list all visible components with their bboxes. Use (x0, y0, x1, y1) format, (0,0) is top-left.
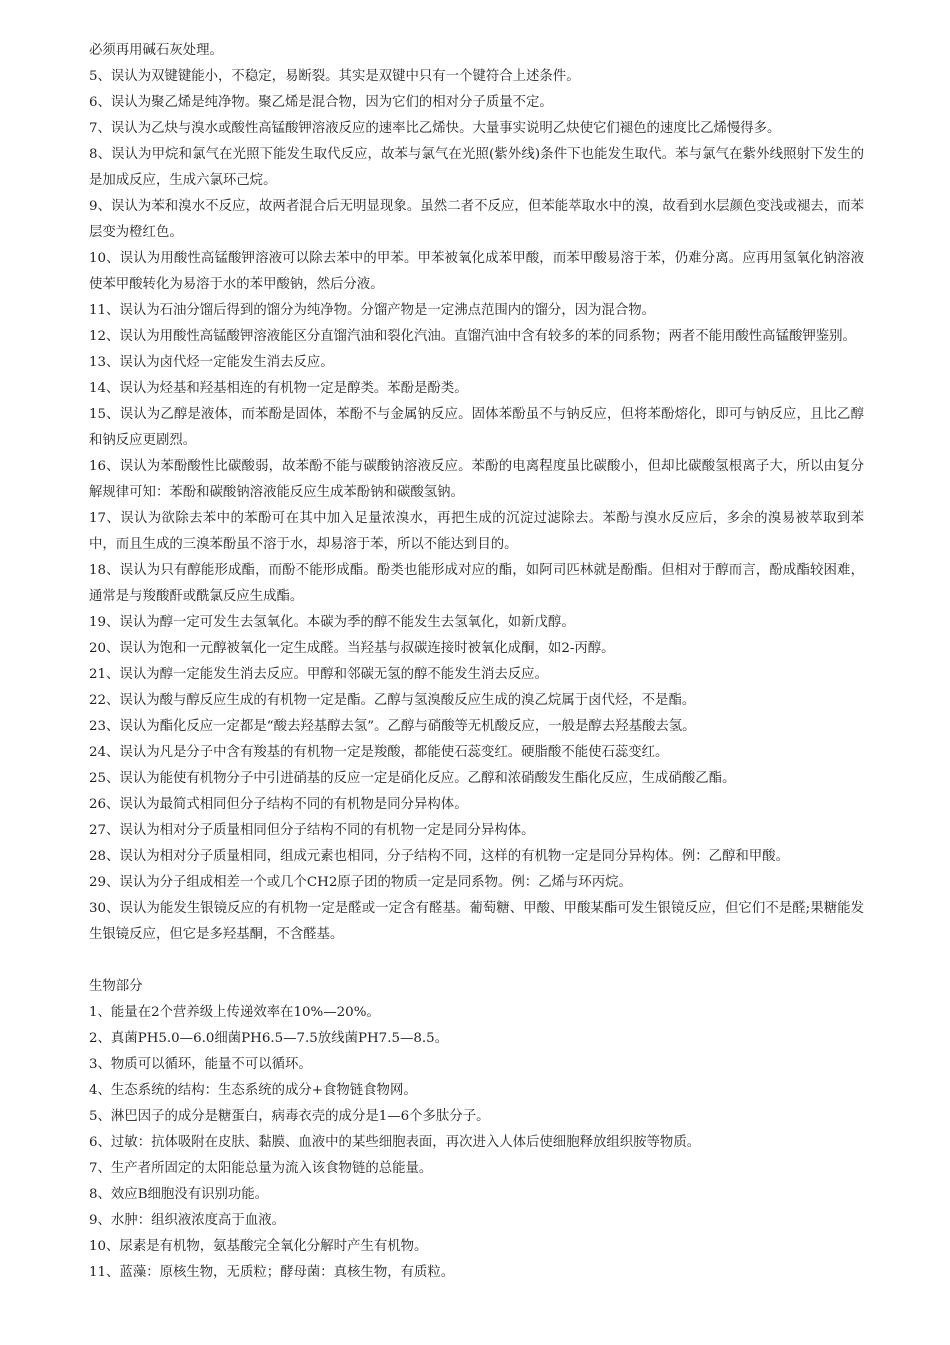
bio-item-11: 11、蓝藻：原核生物，无质粒；酵母菌：真核生物，有质粒。 (89, 1265, 455, 1280)
document-page (89, 38, 864, 1286)
bio-item-10: 10、尿素是有机物，氨基酸完全氧化分解时产生有机物。 (89, 1239, 428, 1254)
bio-item-8: 8、效应B细胞没有识别功能。 (89, 1187, 269, 1202)
biology-section-title: 生物部分 (89, 979, 143, 994)
chem-item-25: 25、误认为能使有机物分子中引进硝基的反应一定是硝化反应。乙醇和浓硝酸发生酯化反应，生成硝酸乙酯。 (89, 771, 736, 786)
chem-item-7: 7、误认为乙炔与溴水或酸性高锰酸钾溶液反应的速率比乙烯快。大量事实说明乙炔使它们褪色的速度比乙烯慢得多。 (89, 121, 781, 136)
chem-item-14: 14、误认为烃基和羟基相连的有机物一定是醇类。苯酚是酚类。 (89, 381, 468, 396)
chemistry-section (89, 38, 864, 948)
chem-item-15: 15、误认为乙醇是液体，而苯酚是固体，苯酚不与金属钠反应。固体苯酚虽不与钠反应，但将苯酚熔化，即可与钠反应，且比乙醇和钠反应更剧烈。 (89, 407, 864, 448)
chem-item-9: 9、误认为苯和溴水不反应，故两者混合后无明显现象。虽然二者不反应，但苯能萃取水中的溴，故看到水层颜色变浅或褪去，而苯层变为橙红色。 (89, 199, 864, 240)
bio-item-3: 3、物质可以循环，能量不可以循环。 (89, 1057, 312, 1072)
biology-section (89, 974, 864, 1286)
chem-item-21: 21、误认为醇一定能发生消去反应。甲醇和邻碳无氢的醇不能发生消去反应。 (89, 667, 548, 682)
bio-item-6: 6、过敏：抗体吸附在皮肤、黏膜、血液中的某些细胞表面，再次进入人体后使细胞释放组织胺等物质。 (89, 1135, 701, 1150)
chem-item-16: 16、误认为苯酚酸性比碳酸弱，故苯酚不能与碳酸钠溶液反应。苯酚的电离程度虽比碳酸小，但却比碳酸氢根离子大，所以由复分解规律可知：苯酚和碳酸钠溶液能反应生成苯酚钠和碳酸氢钠。 (89, 459, 864, 500)
chem-item-18: 18、误认为只有醇能形成酯，而酚不能形成酯。酚类也能形成对应的酯，如阿司匹林就是酚酯。但相对于醇而言，酚成酯较困难，通常是与羧酸酐或酰氯反应生成酯。 (89, 563, 864, 604)
chem-item-12: 12、误认为用酸性高锰酸钾溶液能区分直馏汽油和裂化汽油。直馏汽油中含有较多的苯的同系物；两者不能用酸性高锰酸钾鉴别。 (89, 329, 856, 344)
chem-item-27: 27、误认为相对分子质量相同但分子结构不同的有机物一定是同分异构体。 (89, 823, 535, 838)
chem-item-26: 26、误认为最简式相同但分子结构不同的有机物是同分异构体。 (89, 797, 468, 812)
bio-item-7: 7、生产者所固定的太阳能总量为流入该食物链的总能量。 (89, 1161, 433, 1176)
chem-item-5: 5、误认为双键键能小，不稳定，易断裂。其实是双键中只有一个键符合上述条件。 (89, 69, 580, 84)
chem-item-10: 10、误认为用酸性高锰酸钾溶液可以除去苯中的甲苯。甲苯被氧化成苯甲酸，而苯甲酸易溶于苯，仍难分离。应再用氢氧化钠溶液使苯甲酸转化为易溶于水的苯甲酸钠，然后分液。 (89, 251, 864, 292)
bio-item-2: 2、真菌PH5.0—6.0细菌PH6.5—7.5放线菌PH7.5—8.5。 (89, 1031, 449, 1046)
chem-item-13: 13、误认为卤代烃一定能发生消去反应。 (89, 355, 334, 370)
section-spacer (89, 948, 864, 974)
chem-item-11: 11、误认为石油分馏后得到的馏分为纯净物。分馏产物是一定沸点范围内的馏分，因为混合物。 (89, 303, 656, 318)
bio-item-9: 9、水肿：组织液浓度高于血液。 (89, 1213, 285, 1228)
bio-item-5: 5、淋巴因子的成分是糖蛋白，病毒衣壳的成分是1—6个多肽分子。 (89, 1109, 490, 1124)
chem-item-28: 28、误认为相对分子质量相同，组成元素也相同，分子结构不同，这样的有机物一定是同分异构体。例：乙醇和甲酸。 (89, 849, 789, 864)
chem-item-continuation: 必须再用碱石灰处理。 (89, 43, 223, 58)
chem-item-17: 17、误认为欲除去苯中的苯酚可在其中加入足量浓溴水，再把生成的沉淀过滤除去。苯酚与溴水反应后，多余的溴易被萃取到苯中，而且生成的三溴苯酚虽不溶于水，却易溶于苯，所以不能达到目的。 (89, 511, 864, 552)
chem-item-8: 8、误认为甲烷和氯气在光照下能发生取代反应，故苯与氯气在光照(紫外线)条件下也能发生取代。苯与氯气在紫外线照射下发生的是加成反应，生成六氯环己烷。 (89, 147, 864, 188)
bio-item-1: 1、能量在2个营养级上传递效率在10%—20%。 (89, 1005, 380, 1020)
bio-item-4: 4、生态系统的结构：生态系统的成分+食物链食物网。 (89, 1083, 417, 1098)
chem-item-23: 23、误认为酯化反应一定都是“酸去羟基醇去氢”。乙醇与硝酸等无机酸反应，一般是醇去羟基酸去氢。 (89, 719, 696, 734)
chem-item-24: 24、误认为凡是分子中含有羧基的有机物一定是羧酸，都能使石蕊变红。硬脂酸不能使石蕊变红。 (89, 745, 669, 760)
chem-item-30: 30、误认为能发生银镜反应的有机物一定是醛或一定含有醛基。葡萄糖、甲酸、甲酸某酯可发生银镜反应，但它们不是醛;果糖能发生银镜反应，但它是多羟基酮，不含醛基。 (89, 901, 864, 942)
chem-item-20: 20、误认为饱和一元醇被氧化一定生成醛。当羟基与叔碳连接时被氧化成酮，如2-丙醇。 (89, 641, 615, 656)
chem-item-29: 29、误认为分子组成相差一个或几个CH2原子团的物质一定是同系物。例：乙烯与环丙烷。 (89, 875, 632, 890)
chem-item-22: 22、误认为酸与醇反应生成的有机物一定是酯。乙醇与氢溴酸反应生成的溴乙烷属于卤代烃，不是酯。 (89, 693, 696, 708)
chem-item-19: 19、误认为醇一定可发生去氢氧化。本碳为季的醇不能发生去氢氧化，如新戊醇。 (89, 615, 575, 630)
chem-item-6: 6、误认为聚乙烯是纯净物。聚乙烯是混合物，因为它们的相对分子质量不定。 (89, 95, 553, 110)
